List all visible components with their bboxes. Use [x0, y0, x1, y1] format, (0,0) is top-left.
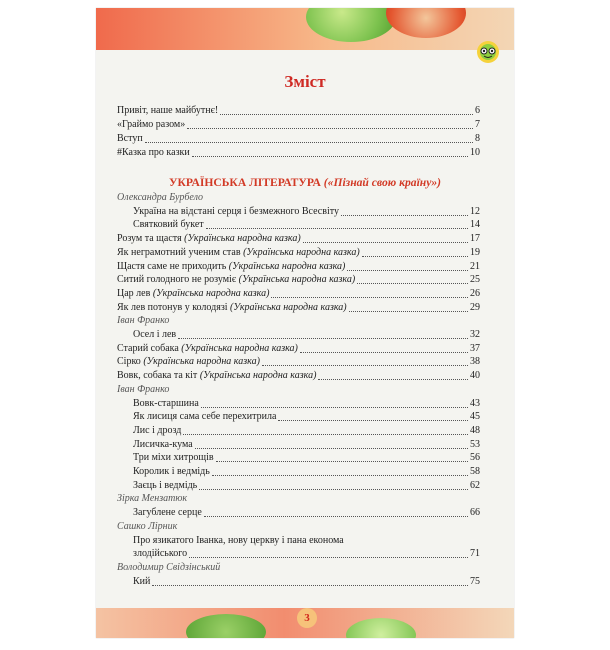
toc-entry-title [133, 329, 176, 341]
toc-entry-note: (Українська народна казка) [199, 370, 317, 382]
toc-entry-page: 48 [470, 424, 480, 436]
dot-leader [262, 365, 468, 366]
dot-leader [195, 448, 468, 449]
toc-entry [117, 119, 480, 131]
dot-leader [204, 516, 468, 517]
toc-entry-title-text: Привіт, наше майбутнє! [117, 105, 219, 116]
toc-entry-title [133, 439, 193, 451]
toc-entry-page: 62 [470, 479, 480, 491]
toc-entry-page: 45 [470, 411, 480, 423]
toc-entry-page: 12 [470, 205, 480, 217]
toc-entry [133, 452, 480, 464]
toc-entry-page: 29 [470, 301, 480, 313]
toc-entry-title-text: Як неграмотний ученим став [117, 246, 241, 258]
dot-leader [192, 156, 468, 157]
dot-leader [201, 407, 468, 408]
table-of-contents [96, 8, 514, 638]
author-name: Іван Франко [117, 315, 170, 327]
toc-entry-title-text: «Граймо разом» [117, 119, 186, 130]
author-name: Олександра Бурбело [117, 192, 204, 203]
toc-entry-page: 8 [475, 133, 480, 144]
toc-entry-title [133, 219, 204, 231]
toc-entry-page: 21 [470, 260, 480, 272]
dot-leader [145, 142, 473, 143]
dot-leader [349, 311, 468, 312]
toc-entry-page: 14 [470, 219, 480, 231]
dot-leader [189, 557, 468, 558]
toc-entry-title-text: злодійського [133, 548, 188, 560]
dot-leader [183, 434, 468, 435]
book-page [96, 8, 514, 638]
toc-entry [133, 576, 480, 588]
toc-entry [117, 274, 480, 286]
dot-leader [357, 283, 468, 284]
dot-leader [206, 228, 468, 229]
toc-entry-title-text: Вовк-старшина [133, 397, 199, 409]
dot-leader [178, 338, 468, 339]
toc-entry-title-text: Кий [133, 575, 151, 587]
author-name: Іван Франко [117, 383, 170, 395]
toc-entry-title-text: Заєць і ведмідь [133, 479, 198, 491]
toc-entry [133, 219, 480, 231]
toc-entry [133, 206, 480, 218]
toc-entry [117, 356, 480, 368]
toc-entry-title-text: Лис і дрозд [133, 424, 182, 436]
author-name: Володимир Свідзінський [117, 561, 221, 573]
toc-entry-page: 6 [475, 105, 480, 116]
toc-entry-page: 56 [470, 452, 480, 464]
dot-leader [216, 461, 468, 462]
toc-entry-title [133, 548, 187, 560]
toc-entry [117, 247, 480, 259]
toc-entry-title [117, 233, 301, 245]
author-name: Зірка Мензатюк [117, 493, 188, 505]
toc-entry [117, 147, 480, 159]
toc-entry [133, 466, 480, 478]
toc-entry-page: 66 [470, 507, 480, 519]
toc-entry-title [117, 370, 316, 382]
dot-leader [199, 489, 468, 490]
toc-entry-title [117, 343, 298, 355]
dot-leader [318, 379, 468, 380]
toc-entry-title-text: Вовк, собака та кіт [117, 370, 198, 382]
toc-entry-title [133, 452, 214, 464]
toc-entry-page: 53 [470, 438, 480, 450]
toc-entry [133, 329, 480, 341]
toc-entry-page: 26 [470, 287, 480, 299]
dot-leader [212, 475, 468, 476]
toc-entry-title-text: Як лисиця сама себе перехитрила [133, 411, 277, 423]
dot-leader [271, 297, 468, 298]
toc-entry-note: (Українська народна казка) [228, 260, 346, 272]
toc-entry-title-text: Україна на відстані серця і безмежного Всесвіту [133, 205, 339, 217]
toc-entry-title-text: Старий собака [117, 342, 179, 354]
toc-entry-note: (Українська народна казка) [152, 287, 270, 299]
toc-entry-title [133, 576, 150, 588]
toc-entry-page: 38 [470, 356, 480, 368]
section-heading-main: УКРАЇНСЬКА ЛІТЕРАТУРА [168, 176, 321, 189]
toc-entry [133, 480, 480, 492]
toc-entry-page: 25 [470, 274, 480, 286]
toc-entry [117, 105, 480, 117]
toc-entry-page: 58 [470, 466, 480, 477]
toc-entry-title [117, 147, 190, 159]
toc-entry-note: (Українська народна казка) [184, 233, 301, 245]
toc-entry-title-text: Святковий букет [133, 219, 204, 231]
toc-entry-title [133, 425, 181, 437]
toc-entry-title [117, 356, 260, 368]
dot-leader [152, 585, 468, 586]
toc-entry-title [117, 105, 218, 117]
section-heading-sub: («Пізнай свою країну») [323, 176, 442, 189]
toc-entry-title-text: Королик і ведмідь [133, 466, 210, 477]
toc-entry-title [117, 133, 143, 145]
toc-entry-page: 37 [470, 342, 480, 354]
toc-entry-title [117, 288, 269, 300]
toc-entry [133, 548, 480, 560]
toc-entry-title-text: Осел і лев [133, 329, 177, 340]
toc-entry-title [133, 206, 339, 218]
toc-entry [133, 507, 480, 519]
page-number: 3 [297, 608, 317, 628]
toc-entry-title-text: #Казка про казки [117, 147, 190, 158]
toc-entry-title-text: Загублене серце [133, 507, 202, 519]
toc-entry-title-text: Лисичка-кума [133, 438, 193, 450]
toc-entry-title-text: Три міхи хитрощів [133, 452, 214, 464]
dot-leader [220, 114, 473, 115]
toc-entry-title [117, 261, 345, 273]
dot-leader [278, 420, 468, 421]
toc-entry-page: 7 [475, 119, 480, 130]
dot-leader [303, 242, 468, 243]
toc-entry-title-text: Сірко [117, 356, 141, 368]
toc-entry-title [133, 480, 197, 492]
toc-entry [117, 288, 480, 300]
toc-entry-page: 71 [470, 548, 480, 560]
toc-entry [133, 439, 480, 451]
toc-entry [117, 370, 480, 382]
toc-entry [133, 425, 480, 437]
toc-entry-page: 19 [470, 246, 480, 258]
dot-leader [300, 352, 468, 353]
toc-entry-title [133, 411, 276, 423]
toc-entry-page: 32 [470, 329, 480, 340]
toc-entry-note: (Українська народна казка) [243, 246, 360, 258]
toc-entry-note: (Українська народна казка) [181, 342, 298, 354]
toc-entry-title [133, 398, 199, 410]
toc-entry [133, 411, 480, 423]
toc-entry [117, 302, 480, 314]
toc-entry-title-line: Про язикатого Іванка, нову церкву і пана економа [133, 534, 344, 546]
toc-entry-page: 43 [470, 397, 480, 409]
toc-entry [133, 398, 480, 410]
page-title: Зміст [284, 72, 326, 91]
toc-entry [117, 261, 480, 273]
toc-entry-note: (Українська народна казка) [230, 301, 347, 313]
toc-entry-title-text: Вступ [117, 133, 143, 144]
toc-entry-title-text: Цар лев [117, 287, 151, 299]
toc-entry-title [117, 302, 347, 314]
toc-entry-title-text: Розум та щастя [117, 233, 182, 245]
toc-entry-title [117, 247, 360, 259]
dot-leader [362, 256, 468, 257]
toc-entry [117, 233, 480, 245]
author-name: Сашко Лірник [117, 520, 178, 532]
toc-entry [117, 133, 480, 145]
dot-leader [347, 270, 468, 271]
toc-entry [117, 343, 480, 355]
dot-leader [187, 128, 473, 129]
toc-entry-note: (Українська народна казка) [143, 356, 260, 368]
toc-entry-page: 17 [470, 233, 480, 245]
toc-entry-page: 40 [470, 370, 480, 382]
dot-leader [341, 215, 468, 216]
toc-entry-note: (Українська народна казка) [238, 274, 356, 286]
toc-entry-title-text: Як лев потонув у колодязі [117, 301, 228, 313]
toc-entry-title-text: Ситий голодного не розуміє [117, 274, 237, 286]
toc-entry-title [133, 466, 210, 478]
toc-entry-title [117, 274, 355, 286]
toc-entry-page: 10 [470, 147, 480, 158]
toc-entry-title [117, 119, 185, 131]
toc-entry-page: 75 [470, 575, 480, 587]
toc-entry-title [133, 507, 202, 519]
toc-entry-title-text: Щастя саме не приходить [117, 260, 227, 272]
